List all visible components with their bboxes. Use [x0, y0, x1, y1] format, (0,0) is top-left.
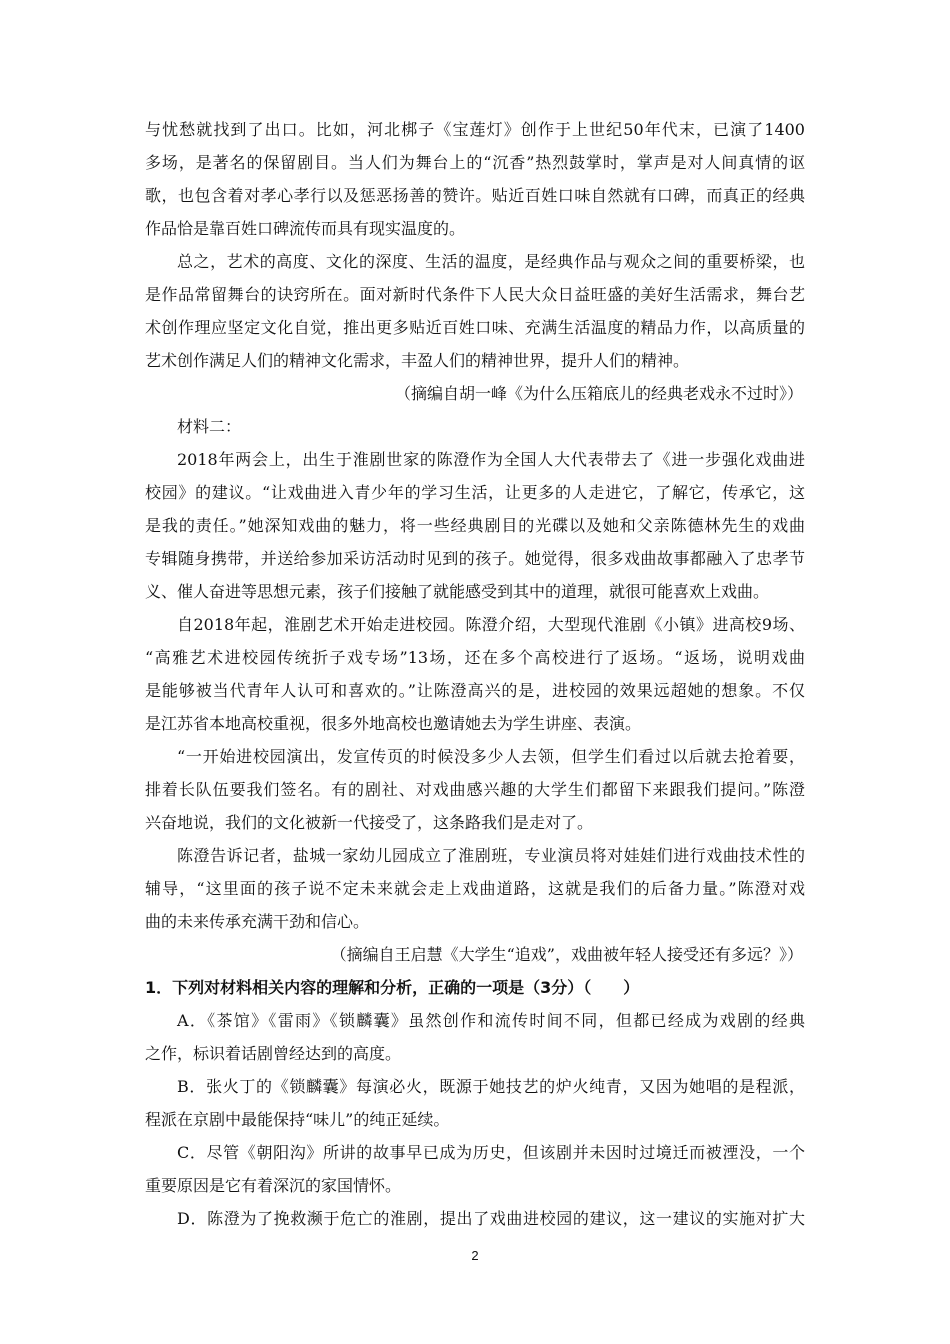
text-line: 陈澄告诉记者，盐城一家幼儿园成立了淮剧班，专业演员将对娃娃们进行戏曲技术性的	[177, 846, 805, 865]
source-citation: （摘编自王启慧《大学生“追戏”，戏曲被年轻人接受还有多远？》）	[330, 945, 803, 964]
text-line: 是我的责任。”她深知戏曲的魅力，将一些经典剧目的光碟以及她和父亲陈德林先生的戏曲	[145, 516, 805, 535]
text-line: 多场，是著名的保留剧目。当人们为舞台上的“沉香”热烈鼓掌时，掌声是对人间真情的讴	[145, 153, 805, 172]
text-line: 术创作理应坚定文化自觉，推出更多贴近百姓口味、充满生活温度的精品力作，以高质量的	[145, 318, 805, 337]
text-line: B．张火丁的《锁麟囊》每演必火，既源于她技艺的炉火纯青，又因为她唱的是程派，	[177, 1077, 805, 1096]
page-number: 2	[471, 1248, 479, 1263]
text-line: 是能够被当代青年人认可和喜欢的。”让陈澄高兴的是，进校园的效果远超她的想象。不仅	[145, 681, 805, 700]
text-line: 专辑随身携带，并送给参加采访活动时见到的孩子。她觉得，很多戏曲故事都融入了忠孝节	[145, 549, 805, 568]
text-line: 曲的未来传承充满干劲和信心。	[145, 912, 370, 931]
source-citation: （摘编自胡一峰《为什么压箱底儿的经典老戏永不过时》）	[394, 384, 803, 403]
text-line: D．陈澄为了挽救濒于危亡的淮剧，提出了戏曲进校园的建议，这一建议的实施对扩大	[177, 1209, 805, 1228]
text-line: C．尽管《朝阳沟》所讲的故事早已成为历史，但该剧并未因时过境迁而被湮没，一个	[177, 1143, 805, 1162]
text-line: 艺术创作满足人们的精神文化需求，丰盈人们的精神世界，提升人们的精神。	[145, 351, 690, 370]
text-line: 总之，艺术的高度、文化的深度、生活的温度，是经典作品与观众之间的重要桥梁，也	[177, 252, 805, 271]
text-line: 辅导，“这里面的孩子说不定未来就会走上戏曲道路，这就是我们的后备力量。”陈澄对戏	[145, 879, 805, 898]
text-line: 2018年两会上，出生于淮剧世家的陈澄作为全国人大代表带去了《进一步强化戏曲进	[177, 450, 805, 469]
question-stem: 1．下列对材料相关内容的理解和分析，正确的一项是（3分）（ ）	[145, 978, 640, 997]
text-line: “一开始进校园演出，发宣传页的时候没多少人去领，但学生们看过以后就去抢着要，	[177, 747, 805, 766]
text-line: 义、催人奋进等思想元素，孩子们接触了就能感受到其中的道理，就很可能喜欢上戏曲。	[145, 582, 770, 601]
text-line: 重要原因是它有着深沉的家国情怀。	[145, 1176, 402, 1195]
text-line: 兴奋地说，我们的文化被新一代接受了，这条路我们是走对了。	[145, 813, 594, 832]
text-line: A．《茶馆》《雷雨》《锁麟囊》虽然创作和流传时间不同，但都已经成为戏剧的经典	[177, 1011, 805, 1030]
text-line: 校园》的建议。“让戏曲进入青少年的学习生活，让更多的人走进它，了解它，传承它，这	[145, 483, 805, 502]
text-line: 是江苏省本地高校重视，很多外地高校也邀请她去为学生讲座、表演。	[145, 714, 642, 733]
text-line: 作品恰是靠百姓口碑流传而具有现实温度的。	[145, 219, 466, 238]
text-line: 程派在京剧中最能保持“味儿”的纯正延续。	[145, 1110, 450, 1129]
text-line: 之作，标识着话剧曾经达到的高度。	[145, 1044, 402, 1063]
text-line: “高雅艺术进校园传统折子戏专场”13场，还在多个高校进行了返场。“返场，说明戏曲	[145, 648, 805, 667]
text-line: 自2018年起，淮剧艺术开始走进校园。陈澄介绍，大型现代淮剧《小镇》进高校9场、	[177, 615, 805, 634]
text-line: 与忧愁就找到了出口。比如，河北梆子《宝莲灯》创作于上世纪50年代末，已演了1400	[145, 120, 805, 139]
text-line: 排着长队伍要我们签名。有的剧社、对戏曲感兴趣的大学生们都留下来跟我们提问。”陈澄	[145, 780, 805, 799]
text-line: 是作品常留舞台的诀窍所在。面对新时代条件下人民大众日益旺盛的美好生活需求，舞台艺	[145, 285, 805, 304]
text-line: 歌，也包含着对孝心孝行以及惩恶扬善的赞许。贴近百姓口味自然就有口碑，而真正的经典	[145, 186, 805, 205]
text-line: 材料二：	[177, 417, 242, 436]
